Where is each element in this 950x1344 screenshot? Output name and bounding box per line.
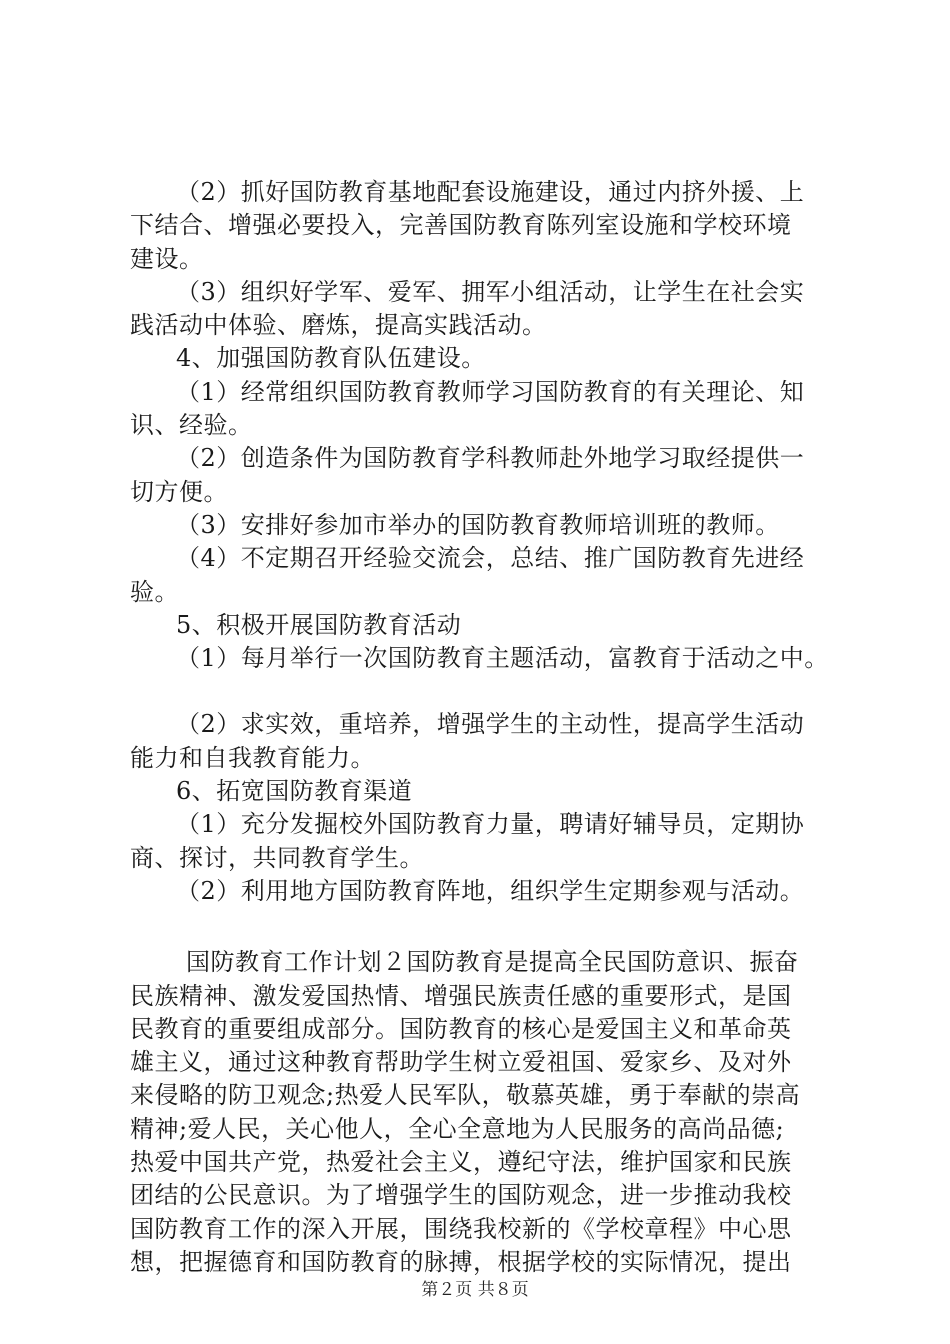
text-line: （4）不定期召开经验交流会，总结、推广国防教育先进经 [176,544,805,573]
section-heading: 6、拓宽国防教育渠道 [176,777,413,806]
text-line: 来侵略的防卫观念;热爱人民军队，敬慕英雄，勇于奉献的崇高 [130,1081,801,1110]
text-line: （2）利用地方国防教育阵地，组织学生定期参观与活动。 [176,876,805,905]
text-line: 民族精神、激发爱国热情、增强民族责任感的重要形式，是国 [130,981,792,1010]
text-line: 团结的公民意识。为了增强学生的国防观念，进一步推动我校 [130,1181,792,1210]
paragraph-gap [130,675,850,708]
text-line: 商、探讨，共同教育学生。 [130,843,424,872]
section-heading: 4、加强国防教育队伍建设。 [176,344,486,373]
text-line: 能力和自我教育能力。 [130,743,375,772]
text-line: （2）求实效，重培养，增强学生的主动性，提高学生活动 [176,710,805,739]
text-line: 践活动中体验、磨炼，提高实践活动。 [130,311,547,340]
text-line: 精神;爱人民，关心他人，全心全意地为人民服务的高尚品德; [130,1114,785,1143]
text-line: （2）抓好国防教育基地配套设施建设，通过内挤外援、上 [176,178,805,206]
text-line: 识、经验。 [130,411,253,440]
text-line: 想，把握德育和国防教育的脉搏，根据学校的实际情况，提出 [130,1247,792,1276]
text-line: 民教育的重要组成部分。国防教育的核心是爱国主义和革命英 [130,1014,792,1043]
text-line: 下结合、增强必要投入，完善国防教育陈列室设施和学校环境 [130,211,792,240]
text-line: 国防教育工作的深入开展，围绕我校新的《学校章程》中心思 [130,1214,792,1243]
text-line: （1）经常组织国防教育教师学习国防教育的有关理论、知 [176,377,805,406]
text-line: 切方便。 [130,477,228,506]
text-line: （1）每月举行一次国防教育主题活动，富教育于活动之中。 [176,644,829,673]
page-footer: 第２页 共８页 [421,1280,529,1300]
text-line: （1）充分发掘校外国防教育力量，聘请好辅导员，定期协 [176,810,805,839]
paragraph-gap [130,908,850,946]
text-line: 国防教育工作计划２国防教育是提高全民国防意识、振奋 [186,948,799,977]
section-heading: 5、积极开展国防教育活动 [176,610,462,639]
text-line: （3）组织好学军、爱军、拥军小组活动，让学生在社会实 [176,277,805,306]
text-line: 验。 [130,577,179,606]
document-body [130,176,850,1279]
text-line: 雄主义，通过这种教育帮助学生树立爱祖国、爱家乡、及对外 [130,1048,792,1077]
text-line: 建设。 [130,244,204,273]
text-line: （3）安排好参加市举办的国防教育教师培训班的教师。 [176,510,780,539]
text-line: （2）创造条件为国防教育学科教师赴外地学习取经提供一 [176,444,805,473]
text-line: 热爱中国共产党，热爱社会主义，遵纪守法，维护国家和民族 [130,1148,792,1177]
